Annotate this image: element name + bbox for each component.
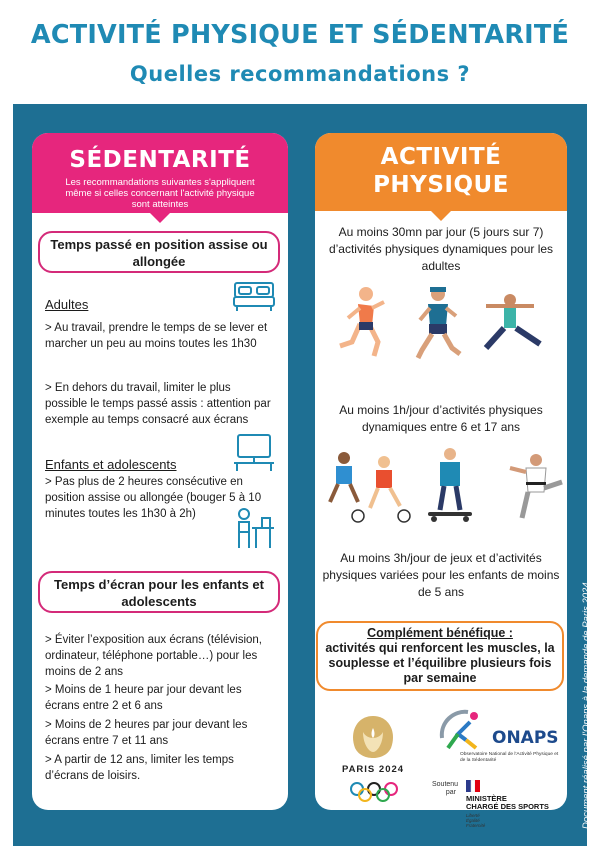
kids-sport-icons <box>320 446 564 526</box>
tv-desk-icon <box>232 433 276 473</box>
adults-label: Adultes <box>45 297 89 312</box>
page-title: ACTIVITÉ PHYSIQUE ET SÉDENTARITÉ <box>30 20 570 50</box>
page-subtitle: Quelles recommandations ? <box>129 62 471 86</box>
screen-rec-3: > Moins de 2 heures par jour devant les écrans entre 7 et 11 ans <box>45 719 248 747</box>
devise-label: Liberté Égalité Fraternité <box>466 813 486 828</box>
ministere-label: MINISTÈRE CHARGÉ DES SPORTS <box>466 794 549 811</box>
box-temps-assis: Temps passé en position assise ou allongée <box>38 231 280 273</box>
runner-icons <box>326 284 562 360</box>
activite-heading-line1: ACTIVITÉ <box>380 144 502 170</box>
header-tail <box>150 213 170 223</box>
complement-title: Complément bénéfique : <box>367 626 513 640</box>
adults-rec-2: > En dehors du travail, limiter le plus possible le temps passé assis : attention par exemple au temps consacré aux écrans <box>45 382 271 426</box>
complement-text: activités qui renforcent les muscles, la souplesse et l’équilibre plusieurs fois par semaine <box>325 641 555 685</box>
onaps-wordmark: ONAPS <box>492 728 559 748</box>
sedentarite-heading: SÉDENTARITÉ <box>69 147 251 173</box>
rec-kids: Au moins 3h/jour de jeux et d’activités physiques variées pour les enfants de moins de 5 ans <box>322 551 560 599</box>
box-temps-ecran: Temps d’écran pour les enfants et adolescents <box>38 571 280 613</box>
activite-header <box>315 133 567 211</box>
bed-icon <box>232 279 276 313</box>
kids-rec-1: > Pas plus de 2 heures consécutive en position assise ou allongée (bouger 5 à 10 minutes toutes les 1h30 à 2h) <box>45 476 262 520</box>
child-desk-icon <box>232 506 276 552</box>
header-tail <box>431 211 451 221</box>
onaps-subtitle: Observatoire National de l'Activité Physique et de la Sédentarité <box>460 752 559 763</box>
paris-2024-text: PARIS 2024 <box>341 764 405 775</box>
paris-2024-logo <box>343 712 403 762</box>
kids-label: Enfants et adolescents <box>45 457 177 472</box>
rec-adults: Au moins 30mn par jour (5 jours sur 7) d’activités physiques dynamiques pour les adultes <box>328 225 554 273</box>
olympic-rings-icon <box>347 781 401 803</box>
adults-rec-1: > Au travail, prendre le temps de se lever et marcher un peu au moins toutes les 1h30 <box>45 322 268 350</box>
sedentarite-note: Les recommandations suivantes s'appliquent même si celles concernant l'activité physique sont atteintes <box>65 177 255 210</box>
rec-youth: Au moins 1h/jour d’activités physiques dynamiques entre 6 et 17 ans <box>339 403 543 434</box>
onaps-logo <box>436 704 496 754</box>
screen-rec-1: > Éviter l’exposition aux écrans (télévision, ordinateur, téléphone portable…) pour les moins de 2 ans <box>45 634 263 678</box>
activite-heading-line2: PHYSIQUE <box>373 172 509 198</box>
complement-box <box>316 621 564 691</box>
screen-rec-2: > Moins de 1 heure par jour devant les écrans entre 2 et 6 ans <box>45 684 242 712</box>
marianne-logo <box>466 780 480 792</box>
sedentarite-header <box>32 133 288 213</box>
vertical-credit: Document réalisé par l’Onaps à la demande de Paris 2024 <box>581 582 592 829</box>
soutenu-par: Soutenu par <box>432 781 459 796</box>
screen-rec-4: > A partir de 12 ans, limiter les temps d’écrans de loisirs. <box>45 754 234 782</box>
